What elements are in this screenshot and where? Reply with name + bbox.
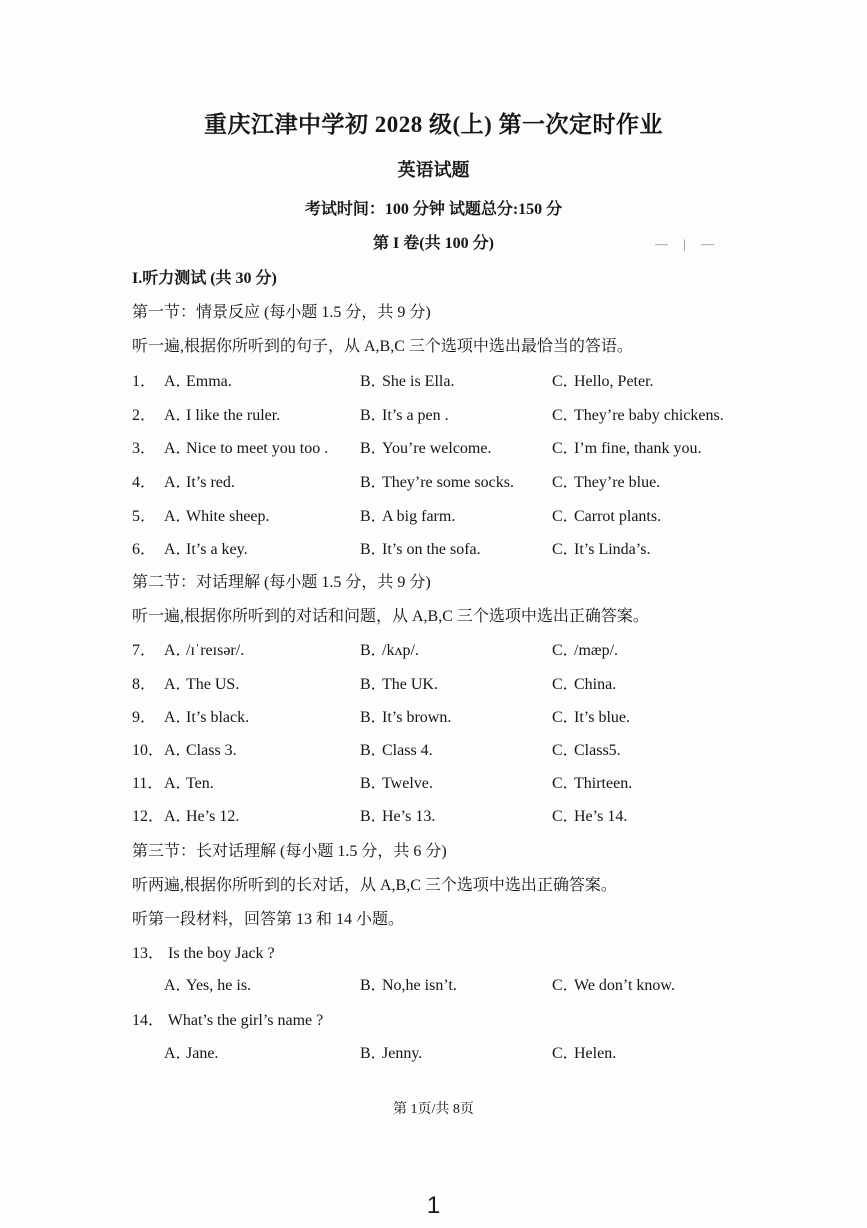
option-text: /kʌp/.: [382, 642, 419, 659]
option-letter: B．: [360, 808, 387, 825]
question-row: [132, 737, 772, 759]
option-text: Thirteen.: [574, 775, 633, 792]
question-number: 1．: [132, 373, 157, 390]
question-number: 3．: [132, 440, 157, 457]
option-letter: B．: [360, 642, 387, 659]
option-text: We don’t know.: [574, 977, 675, 994]
option-a: [164, 469, 235, 492]
option-a: [164, 503, 270, 526]
option-c: [552, 402, 724, 425]
option-text: It’s red.: [186, 474, 235, 491]
option-text: I’m fine, thank you.: [574, 440, 702, 457]
option-text: It’s a key.: [186, 541, 248, 558]
question-row: [132, 704, 772, 726]
option-letter: A．: [164, 775, 192, 792]
page-number: 1: [426, 1192, 441, 1219]
sub2-instruction: 听一遍,根据你所听到的对话和问题，从 A,B,C 三个选项中选出正确答案。: [132, 608, 649, 625]
option-text: It’s blue.: [574, 709, 630, 726]
question-number: 6．: [132, 541, 157, 558]
option-text: He’s 14.: [574, 808, 628, 825]
corner-mark: — | —: [655, 236, 721, 251]
question-number: 11．: [132, 775, 164, 792]
option-text: He’s 13.: [382, 808, 436, 825]
question-options: [132, 972, 772, 994]
option-text: Nice to meet you too .: [186, 440, 329, 457]
option-c: [552, 637, 618, 660]
option-a: [164, 536, 248, 559]
option-c: [552, 770, 632, 793]
option-a: [164, 1040, 218, 1063]
option-c: [552, 803, 627, 826]
option-letter: C．: [552, 440, 579, 457]
section-heading: I.听力测试 (共 30 分): [132, 270, 277, 287]
option-text: They’re blue.: [574, 474, 661, 491]
option-a: [164, 704, 249, 727]
option-letter: B．: [360, 1045, 387, 1062]
option-letter: B．: [360, 407, 387, 424]
option-a: [164, 770, 214, 793]
option-text: The US.: [186, 676, 240, 693]
option-text: It’s on the sofa.: [382, 541, 481, 558]
option-text: Jenny.: [382, 1045, 423, 1062]
option-text: No,he isn’t.: [382, 977, 457, 994]
option-text: He’s 12.: [186, 808, 240, 825]
option-text: It’s black.: [186, 709, 250, 726]
option-c: [552, 503, 661, 526]
page-footer: 第 1页/共 8页: [393, 1102, 474, 1117]
option-letter: C．: [552, 1045, 579, 1062]
option-text: Class5.: [574, 742, 621, 759]
option-b: [360, 704, 451, 727]
option-c: [552, 368, 654, 391]
option-a: [164, 737, 237, 760]
option-a: [164, 368, 232, 391]
option-text: It’s a pen .: [382, 407, 449, 424]
question-row: [132, 536, 772, 558]
question-number: 10．: [132, 742, 165, 759]
option-c: [552, 972, 675, 995]
option-letter: C．: [552, 775, 579, 792]
option-letter: B．: [360, 977, 387, 994]
question-text: Is the boy Jack ?: [168, 945, 275, 962]
option-a: [164, 972, 251, 995]
option-text: Class 3.: [186, 742, 237, 759]
option-text: China.: [574, 676, 617, 693]
option-text: /ɪˈreɪsər/.: [186, 642, 245, 659]
option-text: Jane.: [186, 1045, 219, 1062]
option-letter: B．: [360, 742, 387, 759]
option-b: [360, 503, 455, 526]
option-text: I like the ruler.: [186, 407, 281, 424]
sub2-title: 第二节：对话理解 (每小题 1.5 分，共 9 分): [132, 574, 431, 591]
option-letter: B．: [360, 440, 387, 457]
option-text: They’re some socks.: [382, 474, 514, 491]
question-number: 7．: [132, 642, 157, 659]
question-row: [132, 803, 772, 825]
option-text: White sheep.: [186, 508, 270, 525]
option-letter: A．: [164, 676, 192, 693]
question-stem: [132, 940, 275, 963]
option-text: /mæp/.: [574, 642, 619, 659]
option-letter: B．: [360, 676, 387, 693]
option-b: [360, 637, 419, 660]
option-c: [552, 737, 621, 760]
question-number: 12．: [132, 808, 165, 825]
option-letter: A．: [164, 440, 192, 457]
question-row: [132, 402, 772, 424]
question-row: [132, 469, 772, 491]
option-letter: B．: [360, 373, 387, 390]
option-a: [164, 637, 244, 660]
option-text: Hello, Peter.: [574, 373, 654, 390]
option-b: [360, 435, 491, 458]
option-c: [552, 435, 702, 458]
option-b: [360, 536, 481, 559]
option-a: [164, 402, 280, 425]
option-letter: C．: [552, 508, 579, 525]
question-number: 2．: [132, 407, 157, 424]
option-b: [360, 1040, 422, 1063]
sub3-instruction: 听两遍,根据你所听到的长对话，从 A,B,C 三个选项中选出正确答案。: [132, 877, 617, 894]
question-row: [132, 770, 772, 792]
option-text: Yes, he is.: [186, 977, 252, 994]
option-letter: C．: [552, 474, 579, 491]
option-letter: C．: [552, 676, 579, 693]
question-row: [132, 671, 772, 693]
sub3-title: 第三节：长对话理解 (每小题 1.5 分，共 6 分): [132, 843, 447, 860]
option-a: [164, 435, 328, 458]
sub1-instruction: 听一遍,根据你所听到的句子，从 A,B,C 三个选项中选出最恰当的答语。: [132, 338, 633, 355]
option-text: Carrot plants.: [574, 508, 662, 525]
question-number: 4．: [132, 474, 157, 491]
question-row: [132, 637, 772, 659]
option-letter: A．: [164, 373, 192, 390]
option-b: [360, 671, 438, 694]
exam-meta: 考试时间：100 分钟 试题总分:150 分: [304, 201, 563, 218]
option-letter: A．: [164, 742, 192, 759]
option-letter: C．: [552, 808, 579, 825]
question-number: 8．: [132, 676, 157, 693]
option-b: [360, 737, 433, 760]
sub3-material: 听第一段材料，回答第 13 和 14 小题。: [132, 911, 405, 928]
option-c: [552, 704, 630, 727]
option-letter: A．: [164, 1045, 192, 1062]
option-text: It’s Linda’s.: [574, 541, 651, 558]
option-letter: B．: [360, 508, 387, 525]
question-options: [132, 1040, 772, 1062]
option-a: [164, 803, 239, 826]
option-c: [552, 536, 650, 559]
option-c: [552, 1040, 616, 1063]
option-letter: A．: [164, 508, 192, 525]
option-letter: A．: [164, 407, 192, 424]
option-b: [360, 469, 514, 492]
option-letter: A．: [164, 474, 192, 491]
option-text: You’re welcome.: [382, 440, 492, 457]
option-b: [360, 402, 449, 425]
option-text: They’re baby chickens.: [574, 407, 724, 424]
option-letter: A．: [164, 541, 192, 558]
sub1-title: 第一节：情景反应 (每小题 1.5 分，共 9 分): [132, 304, 431, 321]
question-row: [132, 503, 772, 525]
option-text: She is Ella.: [382, 373, 455, 390]
question-text: What’s the girl’s name ?: [167, 1012, 324, 1029]
option-letter: C．: [552, 407, 579, 424]
option-c: [552, 671, 616, 694]
option-letter: A．: [164, 709, 192, 726]
option-letter: C．: [552, 541, 579, 558]
option-letter: B．: [360, 709, 387, 726]
option-letter: C．: [552, 709, 579, 726]
exam-subject: 英语试题: [397, 160, 470, 180]
option-letter: A．: [164, 642, 192, 659]
question-number: 13．: [132, 945, 165, 962]
question-number: 14．: [132, 1012, 165, 1029]
question-number: 9．: [132, 709, 157, 726]
option-text: Emma.: [186, 373, 232, 390]
option-c: [552, 469, 660, 492]
option-letter: A．: [164, 977, 192, 994]
option-text: The UK.: [382, 676, 438, 693]
option-letter: C．: [552, 977, 579, 994]
option-letter: B．: [360, 474, 387, 491]
option-text: A big farm.: [382, 508, 456, 525]
option-text: Ten.: [186, 775, 214, 792]
option-text: It’s brown.: [382, 709, 452, 726]
question-row: [132, 435, 772, 457]
option-letter: C．: [552, 642, 579, 659]
option-b: [360, 770, 433, 793]
question-number: 5．: [132, 508, 157, 525]
option-text: Helen.: [574, 1045, 617, 1062]
option-b: [360, 803, 435, 826]
option-letter: C．: [552, 742, 579, 759]
option-text: Twelve.: [382, 775, 433, 792]
exam-part: 第 I 卷(共 100 分): [373, 235, 494, 252]
option-text: Class 4.: [382, 742, 433, 759]
option-a: [164, 671, 239, 694]
option-b: [360, 972, 457, 995]
option-letter: B．: [360, 541, 387, 558]
question-row: [132, 368, 772, 390]
exam-title: 重庆江津中学初 2028 级(上) 第一次定时作业: [203, 112, 664, 137]
option-letter: B．: [360, 775, 387, 792]
option-letter: C．: [552, 373, 579, 390]
option-b: [360, 368, 454, 391]
question-stem: [132, 1007, 323, 1030]
option-letter: A．: [164, 808, 192, 825]
